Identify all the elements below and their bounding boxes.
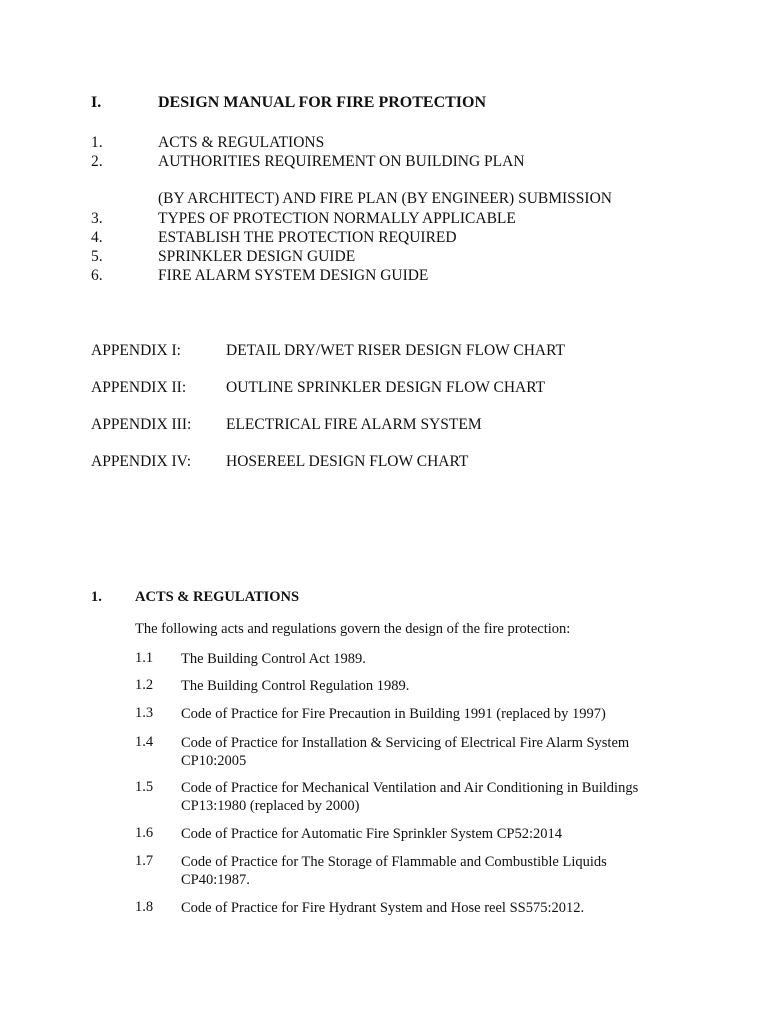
toc-item-text: (BY ARCHITECT) AND FIRE PLAN (BY ENGINEER) SUBMISSION: [158, 190, 612, 207]
toc-item: [0, 229, 768, 249]
appendix-item: [0, 453, 768, 473]
regulation-text: [181, 650, 701, 668]
regulation-number: 1.1: [135, 650, 154, 666]
regulation-text: [181, 853, 701, 889]
regulation-line: The Building Control Regulation 1989.: [181, 678, 410, 694]
toc-item: [0, 134, 768, 154]
toc-item: [0, 267, 768, 287]
appendix-text: OUTLINE SPRINKLER DESIGN FLOW CHART: [226, 379, 546, 396]
appendix-label: APPENDIX I:: [91, 342, 181, 359]
regulation-line: The Building Control Act 1989.: [181, 651, 366, 667]
appendix-item: [0, 416, 768, 436]
toc-item: [0, 190, 768, 210]
toc-item: [0, 153, 768, 173]
regulation-text: [181, 899, 701, 917]
regulation-number: 1.6: [135, 825, 154, 841]
toc-item: [0, 248, 768, 268]
regulation-number: 1.8: [135, 899, 154, 915]
appendix-text: DETAIL DRY/WET RISER DESIGN FLOW CHART: [226, 342, 565, 359]
toc-item-text: ESTABLISH THE PROTECTION REQUIRED: [158, 229, 457, 246]
regulation-text: [181, 779, 701, 815]
appendix-item: [0, 342, 768, 362]
toc-item-number: 3.: [91, 210, 103, 227]
regulation-line: CP40:1987.: [181, 872, 250, 888]
toc-item-text: TYPES OF PROTECTION NORMALLY APPLICABLE: [158, 210, 516, 227]
toc-item-number: 4.: [91, 229, 103, 246]
section-number: 1.: [91, 589, 102, 605]
regulation-line: CP13:1980 (replaced by 2000): [181, 798, 360, 814]
toc-item-text: AUTHORITIES REQUIREMENT ON BUILDING PLAN: [158, 153, 525, 170]
regulation-text: [181, 734, 701, 770]
appendix-text: HOSEREEL DESIGN FLOW CHART: [226, 453, 469, 470]
regulation-line: Code of Practice for Installation & Servicing of Electrical Fire Alarm System: [181, 735, 630, 751]
toc-item-number: 1.: [91, 134, 103, 151]
regulation-line: CP10:2005: [181, 753, 247, 769]
regulation-line: Code of Practice for Fire Precaution in Building 1991 (replaced by 1997): [181, 706, 606, 722]
regulation-number: 1.7: [135, 853, 154, 869]
regulation-line: Code of Practice for Mechanical Ventilation and Air Conditioning in Buildings: [181, 780, 639, 796]
regulation-number: 1.5: [135, 779, 154, 795]
regulation-line: Code of Practice for The Storage of Flammable and Combustible Liquids: [181, 854, 607, 870]
regulation-number: 1.4: [135, 734, 154, 750]
document-title: DESIGN MANUAL FOR FIRE PROTECTION: [158, 94, 487, 111]
regulation-text: [181, 705, 701, 723]
header-number: I.: [91, 94, 102, 111]
toc-item: [0, 210, 768, 230]
regulation-number: 1.2: [135, 677, 154, 693]
appendix-label: APPENDIX III:: [91, 416, 192, 433]
toc-item-number: 5.: [91, 248, 103, 265]
toc-item-text: SPRINKLER DESIGN GUIDE: [158, 248, 356, 265]
toc-item-text: FIRE ALARM SYSTEM DESIGN GUIDE: [158, 267, 429, 284]
appendix-text: ELECTRICAL FIRE ALARM SYSTEM: [226, 416, 482, 433]
toc-item-text: ACTS & REGULATIONS: [158, 134, 325, 151]
regulation-text: [181, 825, 701, 843]
regulation-line: Code of Practice for Fire Hydrant System and Hose reel SS575:2012.: [181, 900, 585, 916]
regulation-number: 1.3: [135, 705, 154, 721]
section-title: ACTS & REGULATIONS: [135, 589, 300, 605]
toc-item-number: 2.: [91, 153, 103, 170]
appendix-label: APPENDIX IV:: [91, 453, 192, 470]
section-intro: The following acts and regulations govern the design of the fire protection:: [135, 621, 571, 637]
appendix-label: APPENDIX II:: [91, 379, 187, 396]
appendix-item: [0, 379, 768, 399]
regulation-text: [181, 677, 701, 695]
toc-item-number: 6.: [91, 267, 103, 284]
regulation-line: Code of Practice for Automatic Fire Sprinkler System CP52:2014: [181, 826, 562, 842]
